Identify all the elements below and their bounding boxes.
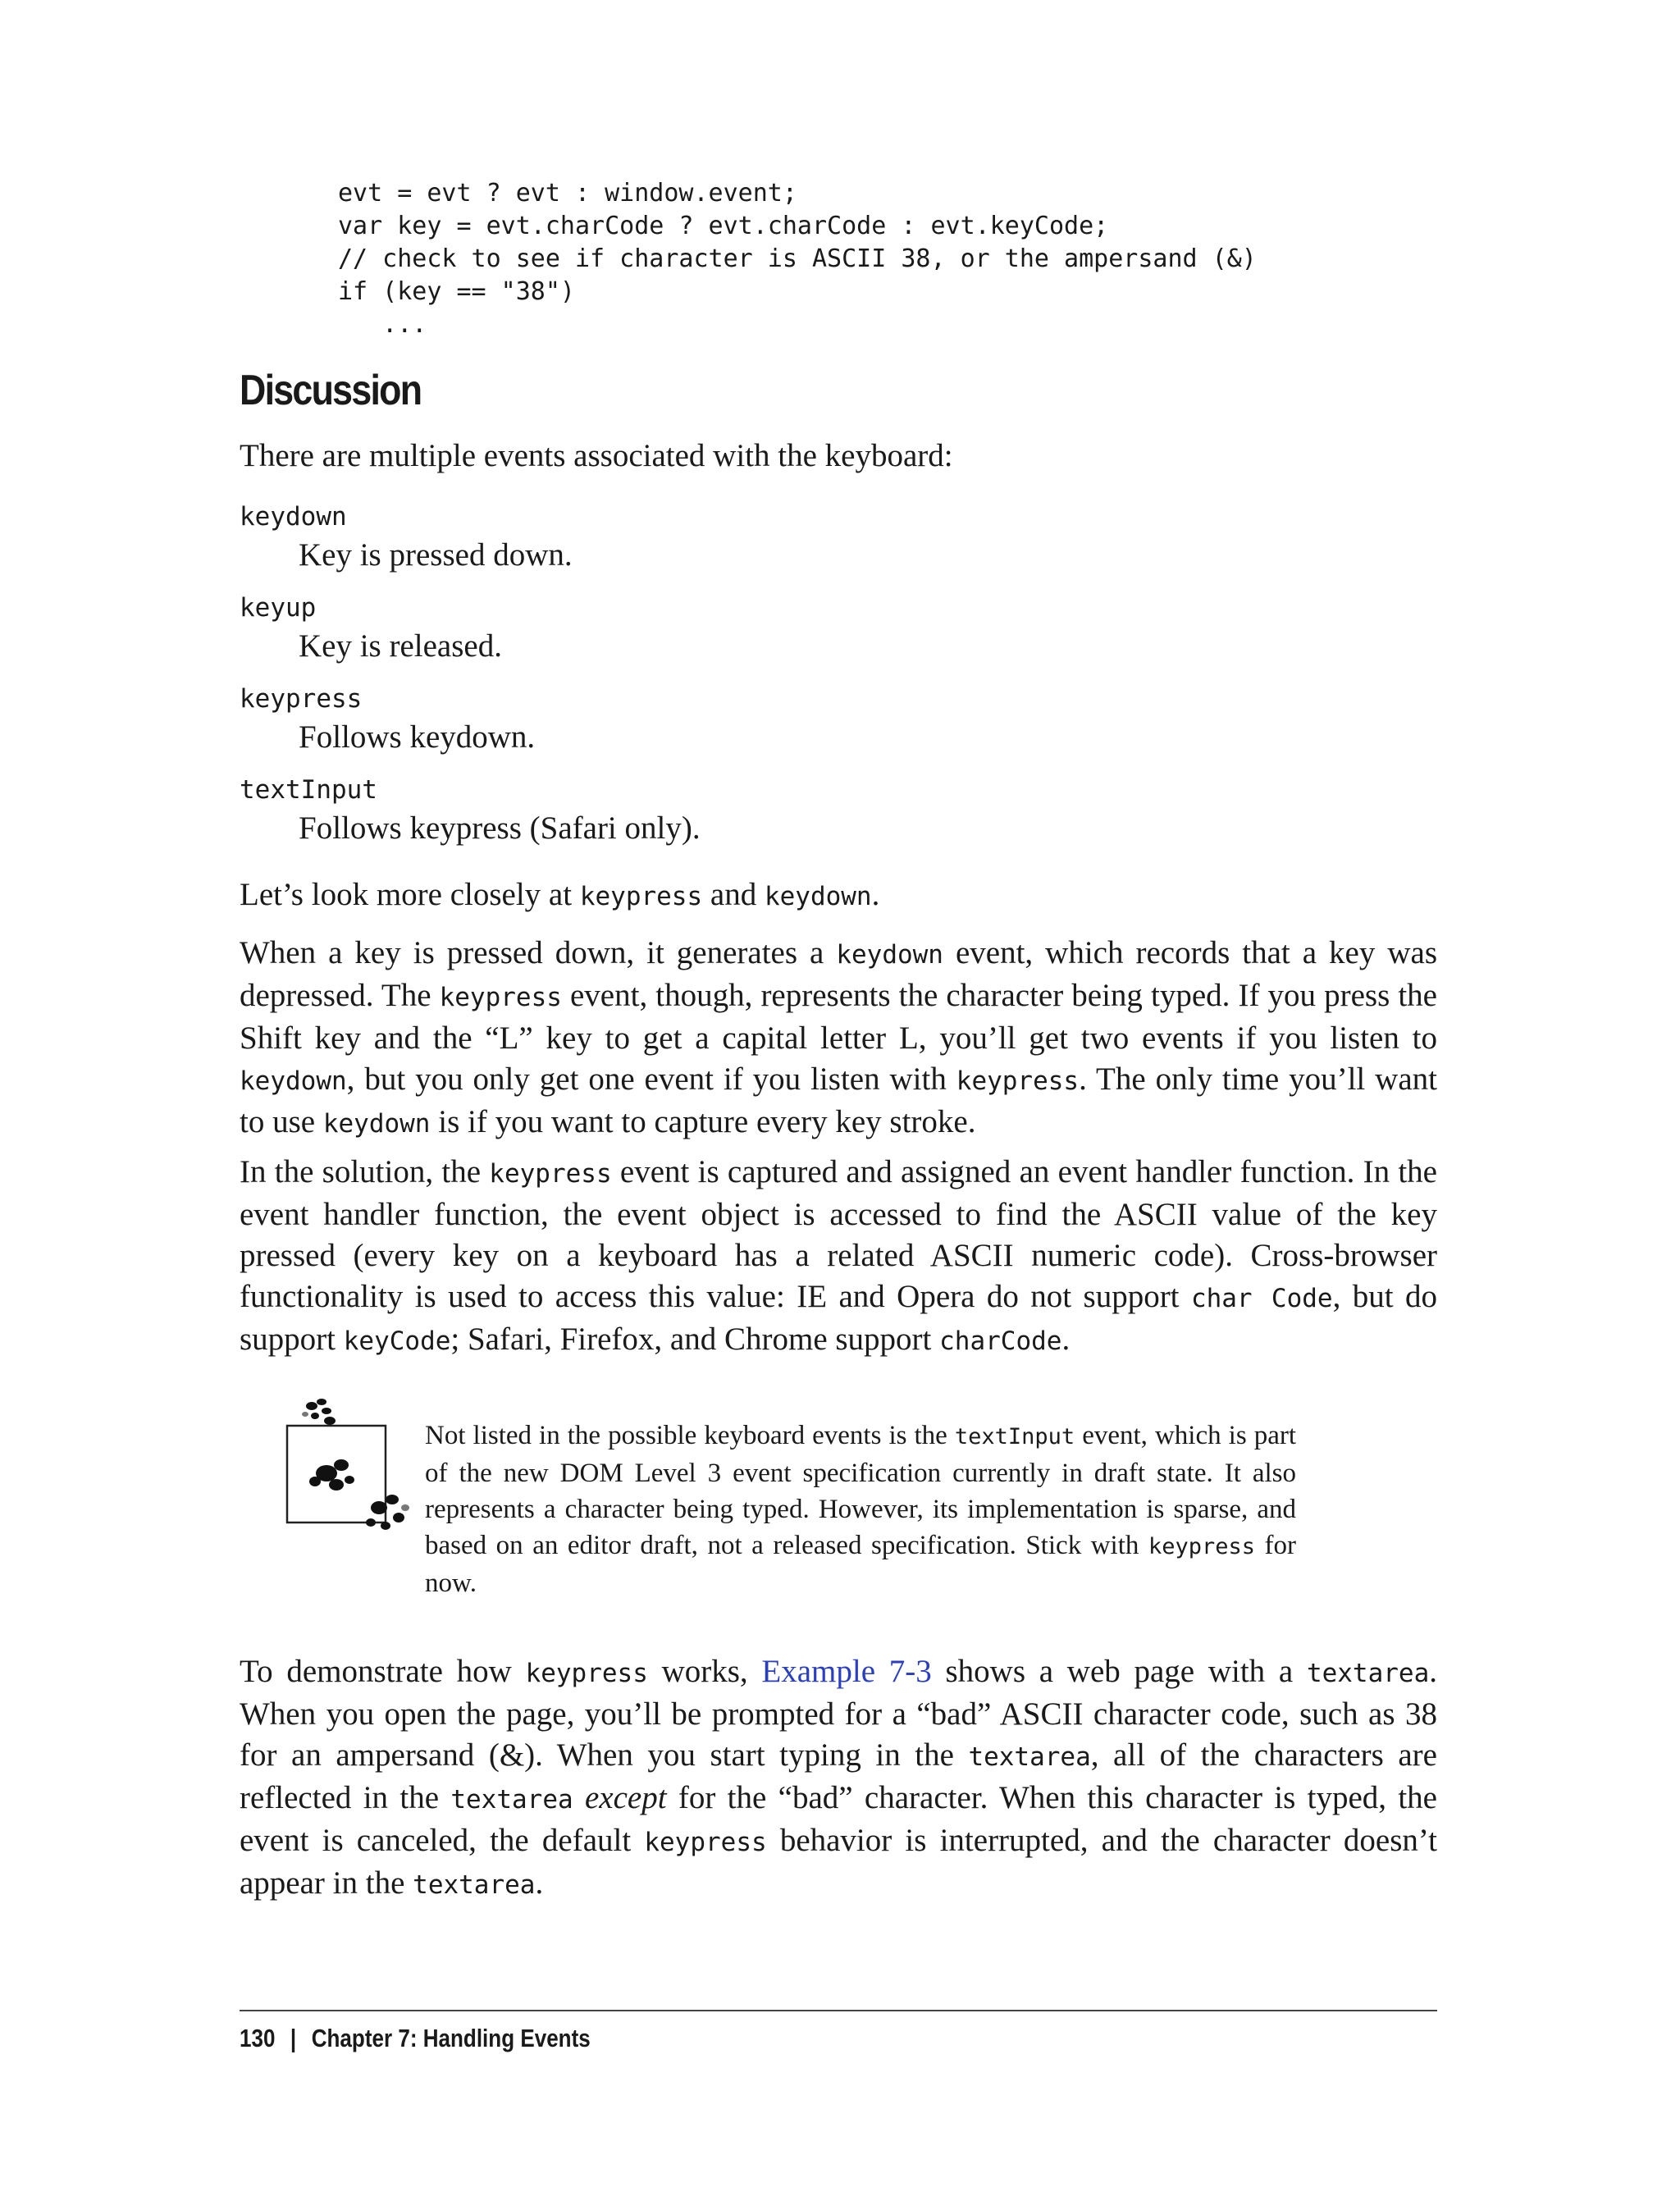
text-run: event, which is part of the new DOM Level 3 event specification currently in draft state. It also represents a character being typed. However, its implementation is sparse, and based on an editor draft, not a released specification. Stick with: [425, 1421, 1296, 1560]
definition-term: keypress: [240, 684, 363, 714]
footer-divider: [240, 2010, 1437, 2011]
code-line: // check to see if character is ASCII 38, or the ampersand (&): [338, 244, 1257, 273]
inline-code: charCode: [939, 1326, 1062, 1356]
inline-code: textarea: [968, 1742, 1091, 1772]
text-run: When a key is pressed down, it generates a: [240, 935, 837, 970]
code-line: evt = evt ? evt : window.event;: [338, 179, 797, 208]
definition-desc: Key is released.: [299, 628, 502, 664]
paragraph-solution: [240, 1152, 1437, 1362]
definition-term: keydown: [240, 502, 347, 532]
inline-code: keypress: [956, 1066, 1080, 1096]
text-run: event is captured and assigned an event handler function. In the event handler function, the event object is accessed to find the ASCII value of the key pressed (every key on a keyboard has a related ASCII numeric code). Cross-browser functionality is used to access this value: IE and Opera do not support: [240, 1154, 1437, 1314]
text-run: In the solution, the: [240, 1154, 490, 1189]
inline-code: keydown: [240, 1066, 347, 1096]
inline-code: keypress: [1148, 1534, 1255, 1559]
inline-code: keydown: [764, 882, 872, 911]
text-run: . When you open the page, you’ll be prompted for a “bad” ASCII character code, such as 38 for an ampersand (&). When you start typing in the: [240, 1654, 1437, 1773]
definition-term: textInput: [240, 775, 377, 805]
page-footer: [240, 2024, 591, 2053]
code-snippet: [338, 177, 1257, 341]
inline-code: keydown: [836, 940, 943, 970]
inline-code: textarea: [413, 1870, 536, 1900]
inline-code: keypress: [644, 1828, 767, 1857]
text-run: , all of the characters are reflected in the: [240, 1737, 1437, 1815]
definition-term: keyup: [240, 593, 317, 623]
animal-tracks-note-icon: [279, 1395, 418, 1538]
example-link[interactable]: Example 7-3: [761, 1654, 932, 1689]
inline-code: char Code: [1190, 1284, 1333, 1313]
text-run: works,: [647, 1654, 762, 1689]
inline-code: keypress: [489, 1159, 612, 1189]
text-run: ; Safari, Firefox, and Chrome support: [450, 1322, 940, 1357]
definition-desc: Follows keydown.: [299, 719, 536, 755]
text-run: event, which records that a key was depressed. The: [240, 935, 1437, 1013]
inline-code: keypress: [525, 1659, 648, 1688]
text-run: Let’s look more closely at: [240, 877, 580, 912]
paragraph-demonstrate: [240, 1651, 1437, 1906]
inline-code: textarea: [1306, 1659, 1430, 1688]
chapter-title: Chapter 7: Handling Events: [311, 2024, 591, 2052]
inline-code: keypress: [439, 983, 562, 1012]
text-run: event, though, represents the character being typed. If you press the Shift key and the “L” key to get a capital letter L, you’ll get two events if you listen to: [240, 978, 1437, 1056]
text-run: shows a web page with a: [931, 1654, 1307, 1689]
text-run: Not listed in the possible keyboard events is the: [425, 1421, 955, 1450]
text-run: .: [1061, 1322, 1071, 1357]
inline-code: textarea: [450, 1785, 573, 1815]
text-run: .: [871, 877, 880, 912]
text-run: for the “bad” character. When this character is typed, the event is canceled, the default: [240, 1780, 1437, 1858]
definition-desc: Key is pressed down.: [299, 537, 573, 573]
inline-code: textInput: [954, 1424, 1075, 1449]
text-run: , but do support: [240, 1279, 1437, 1357]
text-run: . The only time you’ll want to use: [240, 1061, 1437, 1139]
code-line: var key = evt.charCode ? evt.charCode : evt.keyCode;: [338, 212, 1109, 240]
page-number: 130: [240, 2024, 276, 2052]
code-line: if (key == "38"): [338, 277, 575, 306]
text-run: .: [535, 1865, 544, 1901]
definition-desc: Follows keypress (Safari only).: [299, 810, 701, 846]
emphasis: except: [584, 1780, 667, 1815]
text-run: for now.: [425, 1531, 1296, 1598]
text-run: behavior is interrupted, and the character doesn’t appear in the: [240, 1823, 1438, 1901]
text-run: To demonstrate how: [240, 1654, 526, 1689]
intro-paragraph: There are multiple events associated with the keyboard:: [240, 438, 953, 473]
text-run: , but you only get one event if you listen with: [346, 1061, 956, 1097]
paragraph-keydown-explained: [240, 933, 1437, 1144]
paragraph-closer-look: [240, 874, 1437, 917]
inline-code: keydown: [322, 1109, 431, 1139]
inline-code: keypress: [579, 882, 703, 911]
section-heading: Discussion: [240, 367, 422, 414]
inline-code: keyCode: [343, 1326, 451, 1356]
footer-separator: |: [290, 2024, 297, 2052]
text-run: and: [702, 877, 765, 912]
note-text: [425, 1418, 1296, 1601]
code-line: ...: [338, 310, 427, 339]
text-run: is if you want to capture every key stroke.: [430, 1104, 976, 1139]
